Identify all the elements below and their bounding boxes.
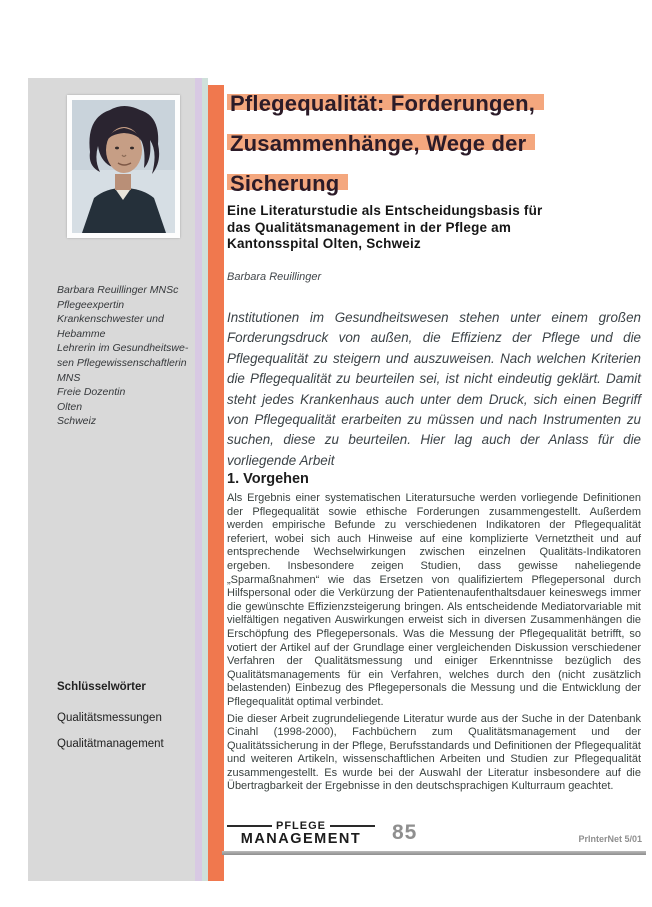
author-info-line: Freie Dozentin (57, 386, 126, 399)
issue-label: PrInterNet 5/01 (578, 834, 642, 844)
section-body (227, 492, 641, 797)
author-info-line: Barbara Reuillinger MNSc (57, 284, 179, 296)
journal-name-top: PFLEGE (276, 820, 327, 832)
article-subtitle-line: das Qualitätsmanagement in der Pflege am (227, 219, 512, 235)
author-info-line: MNS (57, 371, 81, 384)
author-info-line: Hebamme (57, 327, 106, 340)
author-info-line: Olten (57, 400, 83, 413)
keyword-item: Qualitätsmessungen (57, 712, 162, 724)
article-subtitle-line: Eine Literaturstudie als Entscheidungsbasis für (227, 203, 543, 218)
author-byline: Barbara Reuillinger (227, 271, 322, 283)
author-info-line: Lehrerin im Gesundheitswe- (57, 342, 189, 355)
body-paragraph: Als Ergebnis einer systematischen Literatursuche werden vorliegende Definitionen der Pflegequalität sowie ethische Forderungen zusammengestellt. Außerdem werden empirische Befunde zu verschiedenen Indikatoren der Pflegequalität referiert, wobei sich auch Hinweise auf eine komplizierte Vernetztheit und auf entsprechende Wechselwirkungen zwischen einzelnen Qualitäts-Indikatoren ergeben. Insbesondere zeigen Studien, dass gewisse naheliegende „Sparmaßnahmen“ wie das Ersetzen von qualifiziertem Pflegepersonal durch Hilfspersonal oder die Verkürzung der Patientenaufenthaltsdauer keineswegs immer die gewünschte Effizienzsteigerung bringen. Als entscheidende Mediatorvariable mit vielfältigen negativen Auswirkungen erweist sich in diversen Zusammenhängen die Erschöpfung des Pflegepersonals. Was die Messung der Pflegequalität betrifft, so votiert der Artikel auf der Grundlage einer vergleichenden Diskussion verschiedener Verfahren der Qualitätsmessung und einiger Erkenntnisse bezüglich des Qualitätsmanagements für ein Verfahren, welches durch den (nicht zusätzlich belastenden) Einbezug des Pflegepersonals die Messung und die Entwicklung der Pflegequalität optimal verbindet. (227, 492, 641, 708)
keyword-item: Qualitätmanagement (57, 738, 164, 750)
section-heading: 1. Vorgehen (227, 471, 309, 487)
lavender-divider-strip (195, 78, 202, 881)
journal-name-bottom: MANAGEMENT (240, 831, 362, 847)
body-paragraph: Die dieser Arbeit zugrundeliegende Literatur wurde aus der Suche in der Datenbank Cinahl (1998-2000), Fachbüchern zum Qualitätsmanagement und der Qualitätssicherung in der Pflege, Berufsstandards und Definitionen der Pflegequalität und weiteren Artikeln, wissenschaftlichen Arbeiten und Studien zur Pflegequalität zusammengestellt. Es wurde bei der Auswahl der Literatur insbesondere auf die Übertragbarkeit der Ergebnisse in den deutschsprachigen Kulturraum geachtet. (227, 712, 641, 793)
journal-logo (227, 820, 375, 847)
footer-rule (222, 851, 646, 855)
author-info-line: Krankenschwester und (57, 313, 164, 326)
article-title (227, 84, 643, 204)
article-subtitle (227, 203, 640, 253)
author-info-line: Schweiz (57, 415, 97, 428)
page-number: 85 (392, 821, 418, 844)
article-title-line: Sicherung (227, 164, 643, 204)
portrait-illustration (72, 100, 175, 233)
author-info-block (57, 283, 195, 429)
article-abstract: Institutionen im Gesundheitswesen stehen unter einem großen Forderungsdruck von außen, die Effizienz der Pflege und die Pflegequalität zu steigern und auszuweisen. Nach welchen Kriterien die Pflegequalität zu beurteilen sei, ist nicht eindeutig geklärt. Damit steht jedes Krankenhaus auch unter dem Druck, sich einen Begriff von Pflegequalität erarbeiten zu müssen und nach Instrumenten zu suchen, diese zu beurteilen. Hier lag auch der Anlass für die vorliegende Arbeit (227, 310, 641, 468)
orange-accent-bar (208, 85, 224, 881)
article-title-line: Zusammenhänge, Wege der (227, 124, 643, 164)
logo-rule-left (227, 825, 272, 827)
article-subtitle-line: Kantonsspital Olten, Schweiz (227, 236, 421, 251)
author-portrait-photo (67, 95, 180, 238)
logo-rule-right (330, 825, 375, 827)
keywords-label: Schlüsselwörter (57, 681, 146, 693)
article-title-line: Pflegequalität: Forderungen, (227, 84, 643, 124)
author-info-line: Pflegeexpertin (57, 298, 125, 311)
author-info-line: sen Pflegewissenschaftlerin (57, 356, 187, 369)
